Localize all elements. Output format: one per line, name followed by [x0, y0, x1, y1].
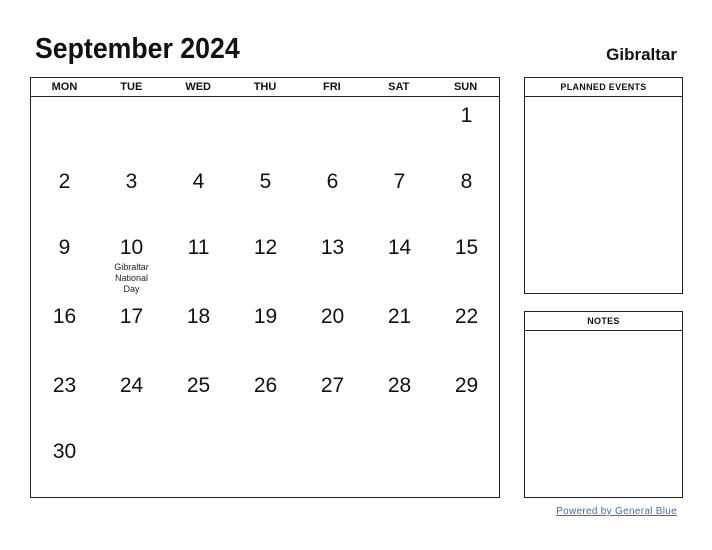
day-number: 17: [119, 305, 144, 328]
day-cell: [98, 236, 165, 295]
notes-header: NOTES: [525, 312, 682, 331]
calendar-days: [31, 97, 499, 497]
day-cell: [366, 170, 433, 194]
day-cell: [31, 236, 98, 260]
day-number: 25: [186, 374, 211, 397]
notes-panel: [524, 311, 683, 498]
page-title: September 2024: [35, 33, 240, 65]
day-cell: [299, 374, 366, 398]
weekday-thu: THU: [253, 81, 277, 93]
day-cell: [433, 305, 500, 329]
country-label: Gibraltar: [606, 45, 677, 64]
day-cell: [98, 170, 165, 194]
weekday-wed: WED: [185, 81, 211, 93]
day-cell: [433, 374, 500, 398]
day-number: 16: [52, 305, 77, 328]
calendar-grid: [30, 77, 500, 498]
powered-by-link[interactable]: Powered by General Blue: [556, 506, 677, 517]
day-cell: [232, 236, 299, 260]
day-number: 28: [387, 374, 412, 397]
day-number: 21: [387, 305, 412, 328]
weekday-tue: TUE: [120, 81, 143, 93]
day-cell: [433, 236, 500, 260]
day-number: 15: [454, 236, 479, 259]
day-cell: [299, 305, 366, 329]
weekday-header: [31, 78, 499, 97]
day-cell: [165, 170, 232, 194]
day-number: 30: [52, 440, 77, 463]
day-number: 3: [125, 170, 138, 193]
holiday-label: Gibraltar National Day: [114, 262, 149, 294]
day-number: 7: [393, 170, 406, 193]
day-number: 18: [186, 305, 211, 328]
weekday-fri: FRI: [323, 81, 341, 93]
day-cell: [366, 374, 433, 398]
day-number: 26: [253, 374, 278, 397]
day-number: 22: [454, 305, 479, 328]
day-cell: [299, 170, 366, 194]
day-cell: [366, 305, 433, 329]
day-number: 13: [320, 236, 345, 259]
day-cell: [433, 170, 500, 194]
day-cell: [232, 305, 299, 329]
day-number: 6: [326, 170, 339, 193]
day-cell: [232, 374, 299, 398]
day-cell: [31, 440, 98, 464]
day-number: 10: [119, 236, 144, 259]
day-number: 14: [387, 236, 412, 259]
day-number: 19: [253, 305, 278, 328]
weekday-sat: SAT: [388, 81, 410, 93]
weekday-sun: SUN: [453, 81, 478, 93]
day-number: 20: [320, 305, 345, 328]
day-number: 12: [253, 236, 278, 259]
day-number: 27: [320, 374, 345, 397]
day-cell: [433, 104, 500, 128]
day-cell: [165, 374, 232, 398]
day-number: 2: [58, 170, 71, 193]
day-cell: [299, 236, 366, 260]
day-number: 24: [119, 374, 144, 397]
day-number: 9: [58, 236, 71, 259]
day-number: 11: [187, 236, 210, 259]
day-number: 5: [259, 170, 272, 193]
day-cell: [31, 305, 98, 329]
day-cell: [98, 305, 165, 329]
day-cell: [232, 170, 299, 194]
day-cell: [98, 374, 165, 398]
day-number: 29: [454, 374, 479, 397]
weekday-mon: MON: [51, 81, 78, 93]
day-number: 1: [460, 104, 473, 127]
day-cell: [165, 236, 232, 260]
day-number: 4: [192, 170, 205, 193]
day-cell: [31, 374, 98, 398]
day-cell: [165, 305, 232, 329]
day-number: 8: [460, 170, 473, 193]
planned-events-panel: [524, 77, 683, 294]
day-number: 23: [52, 374, 77, 397]
day-cell: [31, 170, 98, 194]
planned-events-header: PLANNED EVENTS: [525, 78, 682, 97]
day-cell: [366, 236, 433, 260]
